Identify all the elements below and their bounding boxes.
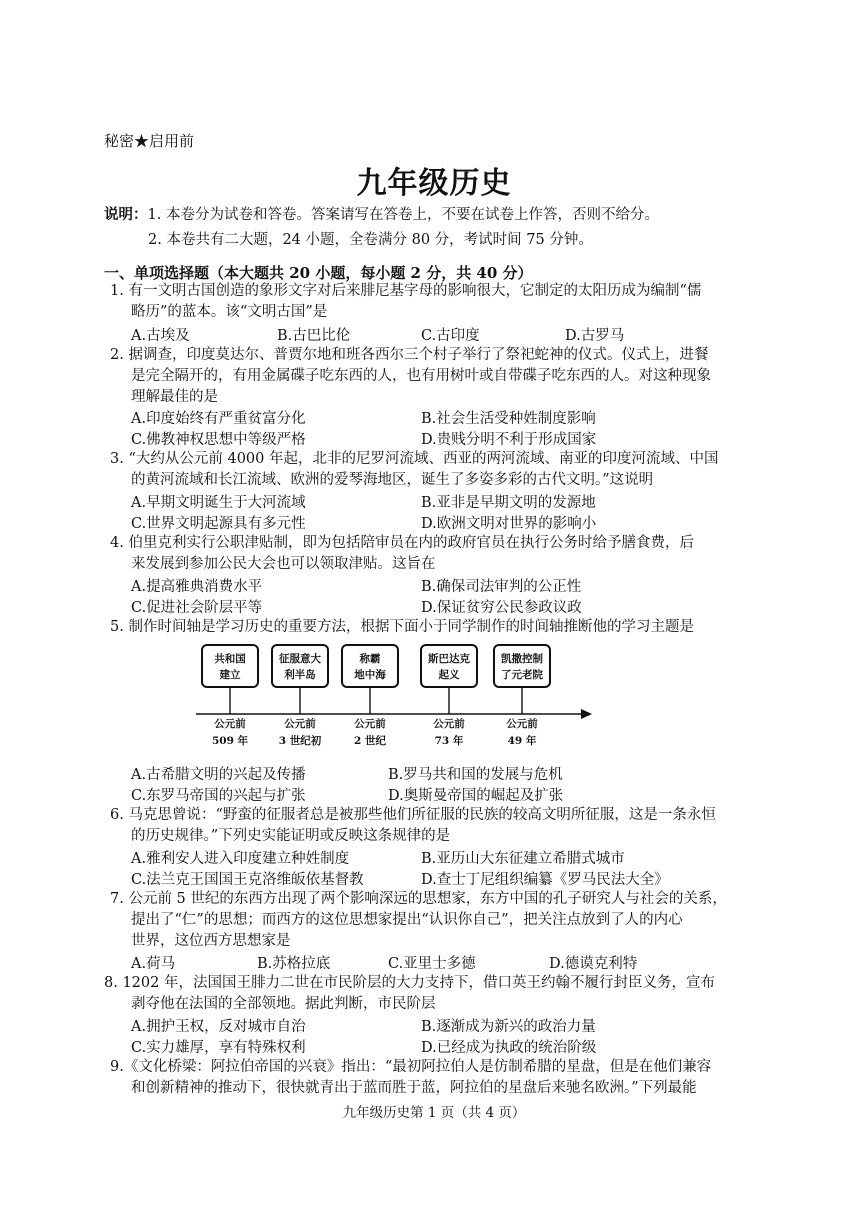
question-1-line-2: 略历”的蓝本。该“文明古国”是 — [131, 304, 328, 320]
question-9-line-2: 和创新精神的推动下，很快就青出于蓝而胜于蓝，阿拉伯的星盘后来驰名欧洲。”下列最能 — [131, 1080, 697, 1096]
timeline-event-5: 凯撒控制 了元老院 — [493, 644, 551, 688]
timeline-event-1: 共和国 建立 — [201, 644, 259, 688]
section-title: 一、单项选择题（本大题共 20 小题，每小题 2 分，共 40 分） — [104, 264, 533, 282]
question-7-line-2: 提出了“仁”的思想；而西方的这位思想家提出“认识你自己”，把关注点放到了人的内心 — [131, 912, 683, 928]
timeline-date-2: 公元前 3 世纪初 — [278, 718, 322, 747]
question-8-line-1: 8. 1202 年，法国国王腓力二世在市民阶层的大力支持下，借口英王约翰不履行封臣义务，宣布 — [104, 975, 715, 991]
question-6-option-b: B.亚历山大东征建立希腊式城市 — [421, 851, 625, 867]
question-2-option-d: D.贵贱分明不利于形成国家 — [421, 432, 597, 448]
question-5-option-c: C.东罗马帝国的兴起与扩张 — [131, 788, 306, 804]
question-3-option-d: D.欧洲文明对世界的影响小 — [421, 516, 597, 532]
timeline-event-4: 斯巴达克 起义 — [420, 644, 478, 688]
question-4-option-a: A.提高雅典消费水平 — [131, 579, 263, 595]
question-8-line-2: 剥夺他在法国的全部领地。据此判断，市民阶层 — [131, 996, 436, 1012]
timeline-event-2: 征服意大 利半岛 — [271, 644, 329, 688]
instructions-text-1: 1. 本卷分为试卷和答卷。答案请写在答卷上，不要在试卷上作答，否则不给分。 — [147, 207, 659, 223]
question-4-line-1: 4. 伯里克利实行公职津贴制，即为包括陪审员在内的政府官员在执行公务时给予膳食费，后 — [110, 535, 694, 551]
question-2-option-c: C.佛教神权思想中等级严格 — [131, 432, 306, 448]
question-7-option-b: B.苏格拉底 — [257, 956, 331, 972]
instructions-label: 说明： — [104, 206, 148, 223]
timeline-date-1: 公元前 509 年 — [211, 718, 249, 747]
question-7-option-a: A.荷马 — [131, 956, 176, 972]
timeline-date-4: 公元前 73 年 — [433, 718, 465, 747]
question-6-option-c: C.法兰克王国国王克洛维皈依基督教 — [131, 872, 364, 888]
instructions-line-1 — [104, 203, 659, 224]
question-3-option-b: B.亚非是早期文明的发源地 — [421, 495, 596, 511]
question-8-option-c: C.实力雄厚，享有特殊权利 — [131, 1040, 306, 1056]
timeline-event-3: 称霸 地中海 — [341, 644, 399, 688]
question-6-line-2: 的历史规律。”下列史实能证明或反映这条规律的是 — [131, 828, 451, 844]
question-3-option-a: A.早期文明诞生于大河流域 — [131, 495, 306, 511]
timeline — [196, 642, 596, 752]
question-2-line-2: 是完全隔开的，有用金属碟子吃东西的人，也有用树叶或自带碟子吃东西的人。对这种现象 — [131, 368, 711, 384]
question-4-line-2: 来发展到参加公民大会也可以领取津贴。这旨在 — [131, 556, 436, 572]
question-9-line-1: 9.《文化桥梁：阿拉伯帝国的兴衰》指出：“最初阿拉伯人是仿制希腊的星盘，但是在他们兼容 — [110, 1059, 712, 1075]
question-8-option-a: A.拥护王权，反对城市自治 — [131, 1019, 306, 1035]
secret-mark: 秘密★启用前 — [104, 132, 195, 150]
timeline-arrow — [581, 709, 592, 719]
question-7-line-3: 世界，这位西方思想家是 — [131, 933, 291, 949]
question-4-option-b: B.确保司法审判的公正性 — [421, 579, 582, 595]
question-2-line-1: 2. 据调查，印度莫达尔、普贾尔地和班各西尔三个村子举行了祭祀蛇神的仪式。仪式上，进餐 — [110, 347, 709, 363]
question-6-option-a: A.雅利安人进入印度建立种姓制度 — [131, 851, 350, 867]
question-6-line-1: 6. 马克思曾说：“野蛮的征服者总是被那些他们所征服的民族的较高文明所征服，这是一条永恒 — [110, 807, 716, 823]
page-footer: 九年级历史第 1 页（共 4 页） — [342, 1105, 526, 1121]
question-1-line-1: 1. 有一文明古国创造的象形文字对后来腓尼基字母的影响很大，它制定的太阳历成为编制“儒 — [110, 283, 702, 299]
question-7-option-d: D.德谟克利特 — [549, 956, 638, 972]
question-2-line-3: 理解最佳的是 — [131, 389, 218, 405]
question-5-option-b: B.罗马共和国的发展与危机 — [388, 767, 563, 783]
question-3-line-1: 3. “大约从公元前 4000 年起，北非的尼罗河流域、西亚的两河流域、南亚的印度河流域、中国 — [110, 451, 719, 467]
question-4-option-d: D.保证贫穷公民参政议政 — [421, 600, 582, 616]
question-8-option-b: B.逐渐成为新兴的政治力量 — [421, 1019, 596, 1035]
question-2-option-b: B.社会生活受种姓制度影响 — [421, 411, 596, 427]
question-2-option-a: A.印度始终有严重贫富分化 — [131, 411, 306, 427]
question-7-option-c: C.亚里士多德 — [388, 956, 476, 972]
question-5-line-1: 5. 制作时间轴是学习历史的重要方法，根据下面小于同学制作的时间轴推断他的学习主题是 — [110, 619, 694, 635]
question-3-option-c: C.世界文明起源具有多元性 — [131, 516, 306, 532]
timeline-date-5: 公元前 49 年 — [506, 718, 538, 747]
question-6-option-d: D.查士丁尼组织编纂《罗马民法大全》 — [421, 872, 669, 888]
question-1-option-c: C.古印度 — [421, 328, 480, 344]
question-1-option-b: B.古巴比伦 — [277, 328, 351, 344]
question-7-line-1: 7. 公元前 5 世纪的东西方出现了两个影响深远的思想家，东方中国的孔子研究人与社会的关系， — [110, 891, 727, 907]
instructions-line-2: 2. 本卷共有二大题，24 小题，全卷满分 80 分，考试时间 75 分钟。 — [148, 232, 593, 248]
question-1-option-d: D.古罗马 — [565, 328, 625, 344]
question-5-option-d: D.奥斯曼帝国的崛起及扩张 — [388, 788, 564, 804]
question-4-option-c: C.促进社会阶层平等 — [131, 600, 263, 616]
question-3-line-2: 的黄河流域和长江流域、欧洲的爱琴海地区，诞生了多姿多彩的古代文明。”这说明 — [131, 472, 654, 488]
question-8-option-d: D.已经成为执政的统治阶级 — [421, 1040, 597, 1056]
question-1-option-a: A.古埃及 — [131, 328, 190, 344]
timeline-date-3: 公元前 2 世纪 — [354, 718, 386, 747]
page-title: 九年级历史 — [356, 166, 512, 201]
question-5-option-a: A.古希腊文明的兴起及传播 — [131, 767, 306, 783]
